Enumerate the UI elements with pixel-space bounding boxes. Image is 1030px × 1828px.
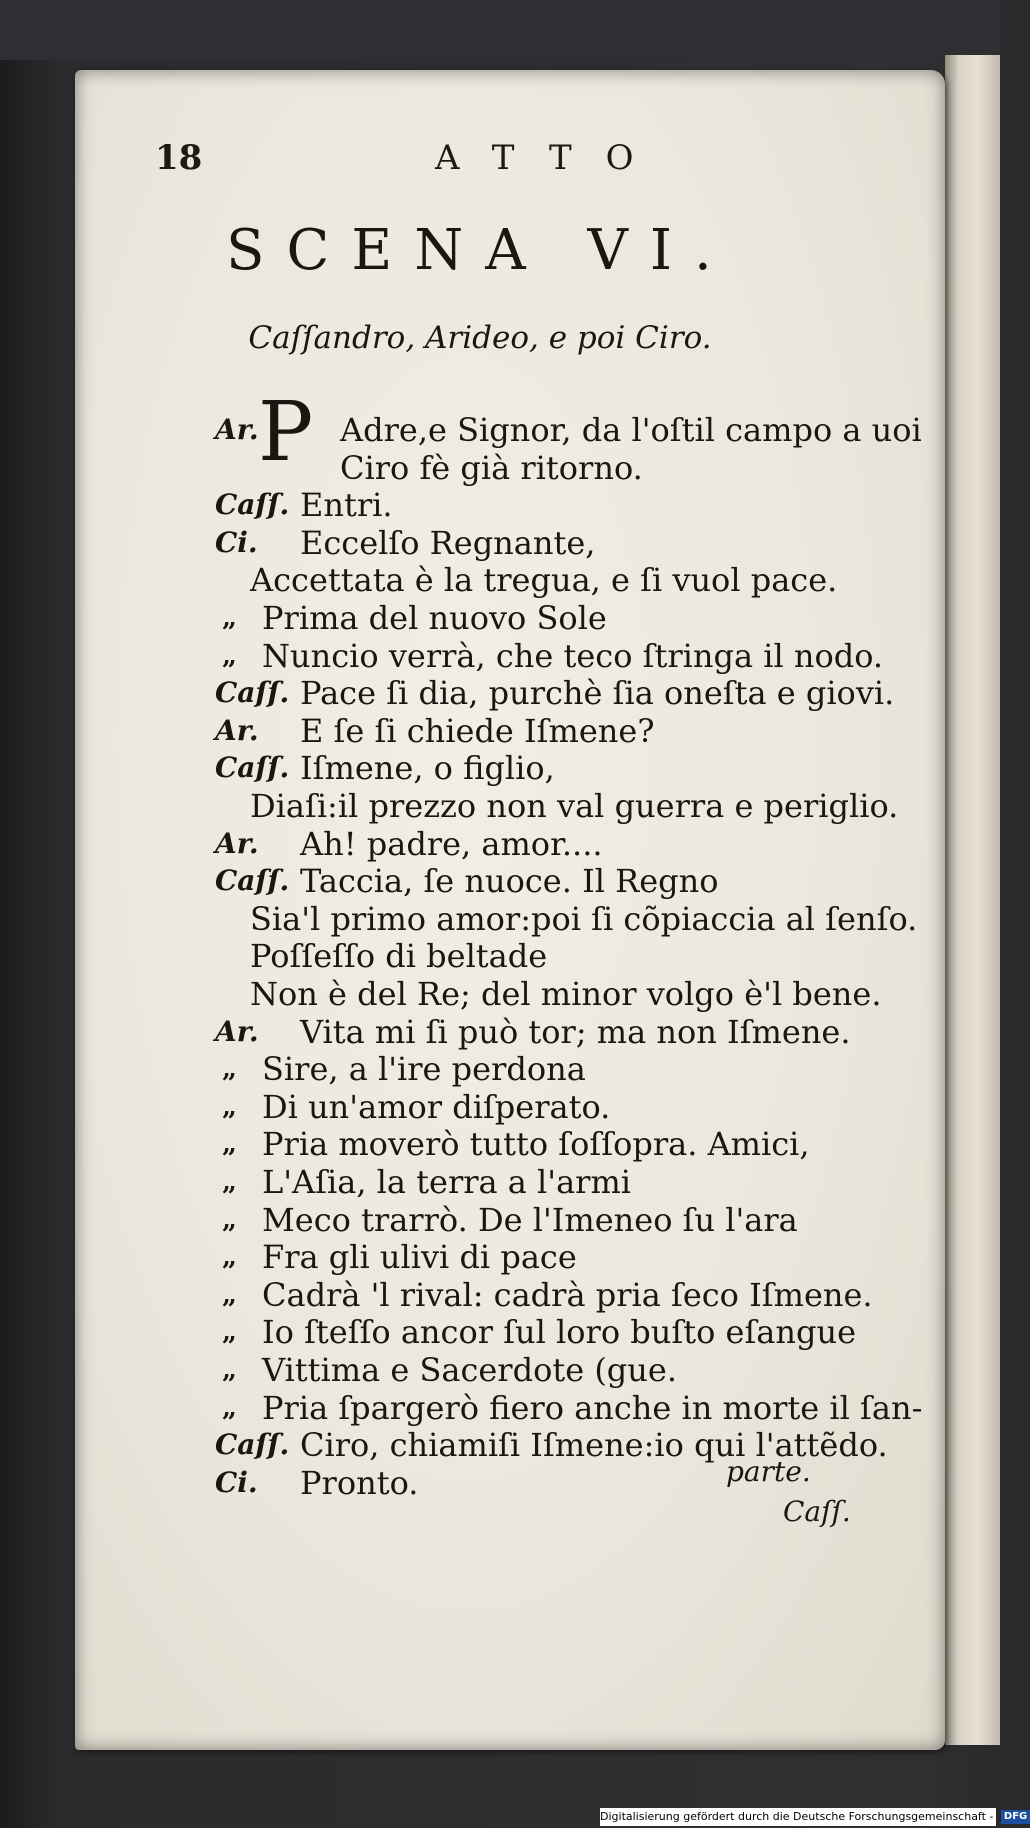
catchword: Caſſ. xyxy=(783,1495,851,1528)
quotation-mark: „ xyxy=(222,1129,237,1160)
dialogue-line xyxy=(0,1087,1000,1127)
drop-capital: P xyxy=(258,385,314,480)
verse-text: Vita mi ſi può tor; ma non Iſmene. xyxy=(300,1012,851,1051)
quotation-mark: „ xyxy=(222,640,237,671)
dialogue-line xyxy=(0,899,1000,939)
verse-text: Ciro fè già ritorno. xyxy=(340,448,643,487)
verse-text: Entri. xyxy=(300,486,393,525)
verse-text: Non è del Re; del minor volgo è'l bene. xyxy=(250,975,882,1013)
verse-text: Di un'amor diſperato. xyxy=(262,1087,611,1126)
verse-text: Prima del nuovo Sole xyxy=(262,599,607,637)
dialogue-line xyxy=(0,636,1000,676)
speaker-label: Ar. xyxy=(215,1014,259,1048)
verse-text: Taccia, ſe nuoce. Il Regno xyxy=(300,862,719,901)
dialogue-line xyxy=(0,1388,1000,1428)
dialogue-line xyxy=(0,861,1000,901)
speaker-label: Ar. xyxy=(215,826,259,860)
verse-text: Fra gli ulivi di pace xyxy=(262,1238,577,1277)
speaker-label: Caſſ. xyxy=(215,488,290,522)
quotation-mark: „ xyxy=(222,1279,237,1310)
dialogue-line xyxy=(0,598,1000,638)
speaker-label: Caſſ. xyxy=(215,864,290,898)
dialogue-line xyxy=(0,560,1000,600)
quotation-mark: „ xyxy=(222,1204,237,1235)
verse-text: Pria ſpargerò fiero anche in morte il ſan- xyxy=(262,1388,923,1427)
dialogue-line xyxy=(0,1049,1000,1089)
dialogue-line xyxy=(0,974,1000,1014)
dialogue-line xyxy=(0,1312,1000,1352)
verse-text: Diaſi:il prezzo non val guerra e periglio. xyxy=(250,787,899,825)
quotation-mark: „ xyxy=(222,1355,237,1385)
speaker-label: Caſſ. xyxy=(215,676,290,710)
dialogue-line xyxy=(0,711,1000,751)
verse-text: L'Aſia, la terra a l'armi xyxy=(262,1163,632,1201)
dialogue-line xyxy=(0,1200,1000,1240)
dialogue-line xyxy=(0,1124,1000,1164)
dialogue-line xyxy=(0,523,1000,563)
verse-text: Accettata è la tregua, e ſi vuol pace. xyxy=(250,561,838,600)
dialogue-line xyxy=(0,748,1000,788)
dialogue-line xyxy=(0,1350,1000,1390)
dialogue-line xyxy=(0,410,1000,450)
verse-text: E ſe ſi chiede Iſmene? xyxy=(300,711,655,750)
speaker-label: Ar. xyxy=(215,713,259,747)
verse-text: Nuncio verrà, che teco ſtringa il nodo. xyxy=(262,636,884,675)
dialogue-line xyxy=(0,1162,1000,1202)
verse-text: Cadrà 'l rival: cadrà pria ſeco Iſmene. xyxy=(262,1275,873,1314)
verse-text: Pace ſi dia, purchè ſia oneſta e giovi. xyxy=(300,674,895,713)
verse-text: Sire, a l'ire perdona xyxy=(262,1050,586,1089)
credit-text: Digitalisierung gefördert durch die Deutsche Forschungsgemeinschaft - xyxy=(600,1810,994,1823)
dialogue-line xyxy=(0,448,1000,488)
quotation-mark: „ xyxy=(222,1317,237,1348)
verse-text: Pria moverò tutto ſoſſopra. Amici, xyxy=(262,1125,810,1164)
dialogue-line xyxy=(0,673,1000,713)
act-heading: ATTO xyxy=(435,138,668,178)
dialogue-line xyxy=(0,824,1000,864)
speaker-label: Ar. xyxy=(215,413,259,446)
dfg-logo: DFG xyxy=(1001,1810,1030,1824)
verse-text: Iſmene, o figlio, xyxy=(300,749,555,788)
dialogue-line xyxy=(0,936,1000,976)
speaker-label: Caſſ. xyxy=(215,1428,290,1462)
character-list: Caſſandro, Arideo, e poi Ciro. xyxy=(248,320,712,356)
stage-direction: parte. xyxy=(726,1455,811,1488)
dialogue-line xyxy=(0,786,1000,826)
verse-text: Ah! padre, amor.... xyxy=(300,824,603,863)
quotation-mark: „ xyxy=(222,603,237,633)
page-number: 18 xyxy=(155,138,203,178)
quotation-mark: „ xyxy=(222,1091,237,1122)
verse-text: Eccelſo Regnante, xyxy=(300,523,596,562)
verse-text: Meco trarrò. De l'Imeneo ſu l'ara xyxy=(262,1200,798,1239)
quotation-mark: „ xyxy=(222,1054,237,1085)
dialogue-line xyxy=(0,1237,1000,1277)
verse-text: Pronto. xyxy=(300,1463,419,1502)
dialogue-line xyxy=(0,1275,1000,1315)
speaker-label: Caſſ. xyxy=(215,751,290,785)
verse-text: Sia'l primo amor:poi ſi cõpiaccia al ſenſo. xyxy=(250,899,918,938)
digitization-credit xyxy=(600,1808,1028,1826)
verse-text: Adre,e Signor, da l'oſtil campo a uoi xyxy=(340,411,922,449)
scene-title: SCENA VI. xyxy=(226,218,734,283)
dialogue-line xyxy=(0,1425,1000,1465)
dialogue-line xyxy=(0,485,1000,525)
verse-text: Io ſteſſo ancor ſul loro buſto eſangue xyxy=(262,1313,857,1352)
dialogue-line xyxy=(0,1012,1000,1052)
quotation-mark: „ xyxy=(222,1167,237,1197)
speaker-label: Ci. xyxy=(215,1465,258,1499)
quotation-mark: „ xyxy=(222,1242,237,1273)
verse-text: Poſſeſſo di beltade xyxy=(250,937,548,976)
speaker-label: Ci. xyxy=(215,525,258,559)
quotation-mark: „ xyxy=(222,1392,237,1423)
verse-text: Ciro, chiamiſi Iſmene:io qui l'attẽdo. xyxy=(300,1426,888,1465)
verse-text: Vittima e Sacerdote (gue. xyxy=(262,1351,677,1389)
